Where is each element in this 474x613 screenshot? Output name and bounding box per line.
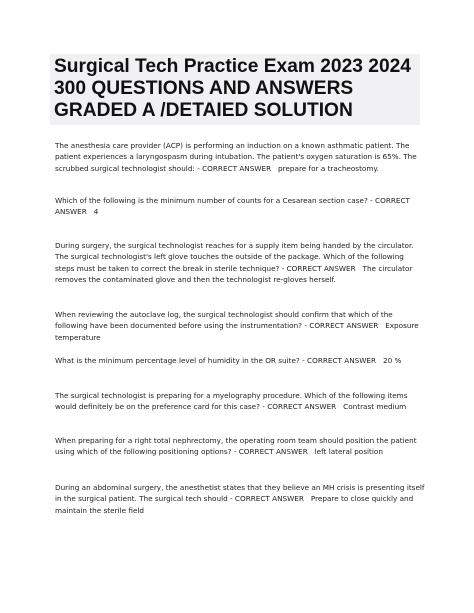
qa-item	[55, 195, 425, 218]
answer-text: 4	[93, 207, 99, 217]
answer-text: The circulator removes the contaminated glove and then the technologist re-gloves herself.	[55, 263, 413, 284]
answer-text: left lateral position	[314, 447, 383, 457]
qa-item	[55, 240, 425, 285]
qa-item	[55, 140, 425, 174]
answer-label: - CORRECT ANSWER	[55, 196, 410, 217]
answer-label: - CORRECT ANSWER	[233, 447, 308, 457]
document-title	[50, 54, 420, 125]
answer-label: - CORRECT ANSWER	[262, 402, 337, 412]
title-line-1: Surgical Tech Practice Exam 2023 2024	[54, 56, 411, 77]
question-text: The anesthesia care provider (ACP) is performing an induction on a known asthmatic patient. The patient experiences a laryngospasm during intubation. The patient's oxygen saturation is 65%. The scrubbed surgical technologist should:	[55, 141, 417, 173]
answer-label: - CORRECT ANSWER	[304, 321, 379, 331]
question-text: What is the minimum percentage level of humidity in the OR suite?	[55, 356, 300, 365]
qa-item	[55, 309, 425, 343]
answer-text: Prepare to close quickly and maintain the sterile field	[55, 494, 414, 515]
answer-text: Exposure temperature	[55, 321, 419, 342]
qa-item	[55, 482, 425, 516]
question-text: During surgery, the surgical technologist reaches for a supply item being handed by the circulator. The surgical technologist's left glove touches the outside of the package. Which of the following steps must be taken to correct the break in sterile technique?	[55, 241, 414, 273]
qa-item	[55, 390, 425, 413]
answer-text: 20 %	[382, 356, 402, 365]
question-text: During an abdominal surgery, the anesthetist states that they believe an MH crisis is presenting itself in the surgical patient. The surgical tech should	[55, 483, 425, 504]
question-text: The surgical technologist is preparing for a myelography procedure. Which of the following items would definitely be on the preference card for this case?	[55, 391, 408, 412]
answer-label: - CORRECT ANSWER	[230, 494, 304, 504]
question-text: When preparing for a right total nephrectomy, the operating room team should position the patient using which of the following positioning options?	[55, 436, 417, 457]
answer-label: - CORRECT ANSWER	[302, 356, 377, 365]
question-text: When reviewing the autoclave log, the surgical technologist should confirm that which of the following have been documented before using the instrumentation?	[55, 310, 393, 331]
answer-text: Contrast medium	[343, 402, 407, 412]
qa-item	[55, 355, 425, 366]
question-text: Which of the following is the minimum number of counts for a Cesarean section case?	[55, 196, 368, 205]
title-line-3: GRADED A /DETAIED SOLUTION	[54, 100, 353, 121]
title-line-2: 300 QUESTIONS AND ANSWERS	[54, 78, 354, 99]
answer-text: prepare for a tracheostomy.	[278, 163, 379, 173]
answer-label: - CORRECT ANSWER	[197, 163, 272, 173]
qa-item	[55, 435, 425, 458]
answer-label: - CORRECT ANSWER	[281, 263, 356, 273]
